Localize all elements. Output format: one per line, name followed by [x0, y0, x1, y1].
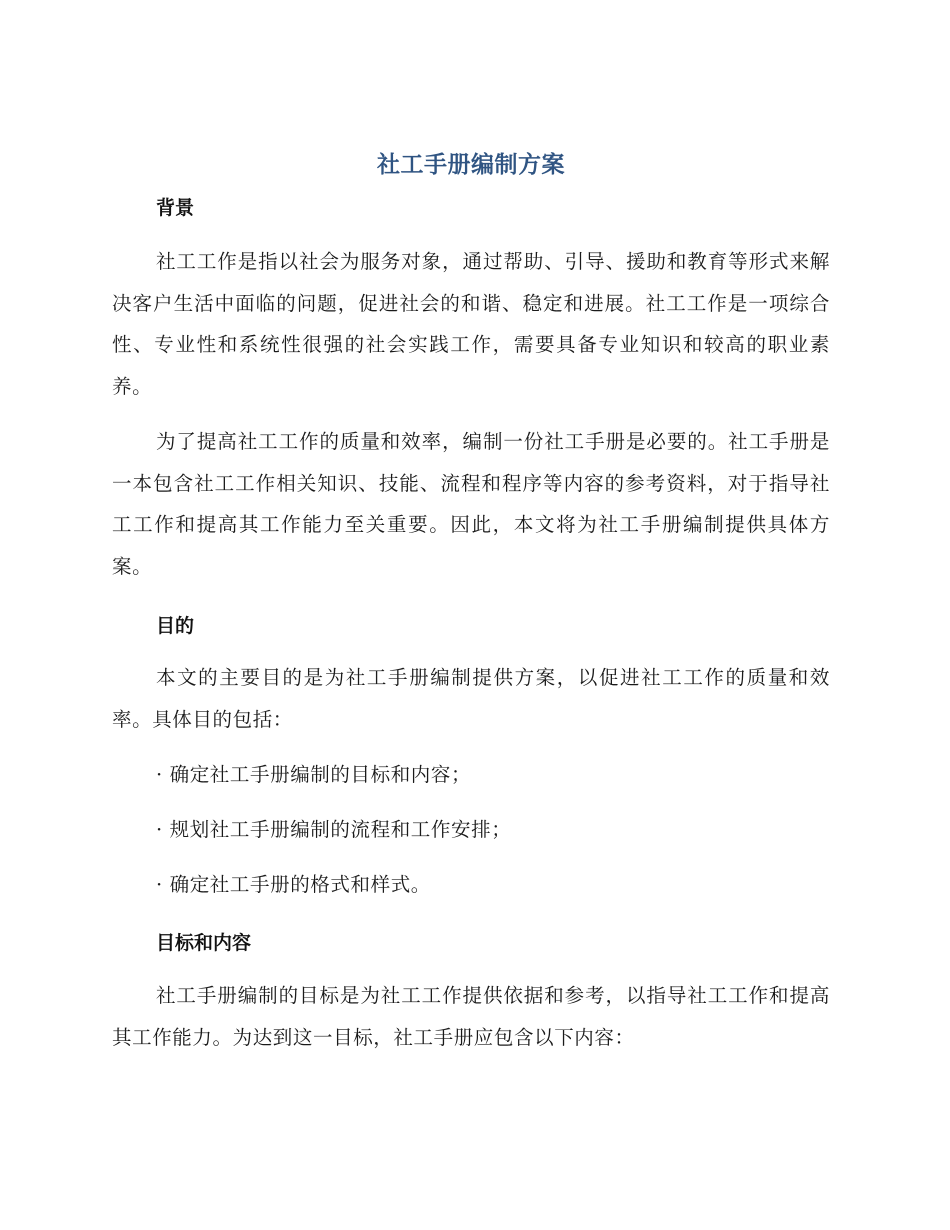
section-heading-goals: 目标和内容 — [156, 932, 252, 954]
purpose-bullet-item: · 确定社工手册的格式和样式。 — [156, 873, 431, 896]
background-paragraph-1: 社工工作是指以社会为服务对象，通过帮助、引导、援助和教育等形式来解决客户生活中面临的问题，促进社会的和谐、稳定和进展。社工工作是一项综合性、专业性和系统性很强的社会实践工作，需要具备专业知识和较高的职业素养。 — [112, 250, 830, 398]
purpose-paragraph: 本文的主要目的是为社工手册编制提供方案，以促进社工工作的质量和效率。具体目的包括： — [112, 666, 830, 731]
section-heading-background: 背景 — [156, 197, 195, 219]
document-title: 社工手册编制方案 — [377, 152, 565, 178]
goals-paragraph: 社工手册编制的目标是为社工工作提供依据和参考，以指导社工工作和提高其工作能力。为达到这一目标，社工手册应包含以下内容： — [112, 984, 830, 1049]
purpose-bullet-item: · 规划社工手册编制的流程和工作安排； — [156, 818, 512, 841]
background-paragraph-2: 为了提高社工工作的质量和效率，编制一份社工手册是必要的。社工手册是一本包含社工工作相关知识、技能、流程和程序等内容的参考资料，对于指导社工工作和提高其工作能力至关重要。因此，本文将为社工手册编制提供具体方案。 — [112, 430, 830, 578]
purpose-bullet-item: · 确定社工手册编制的目标和内容； — [156, 763, 472, 786]
section-heading-purpose: 目的 — [156, 615, 195, 637]
